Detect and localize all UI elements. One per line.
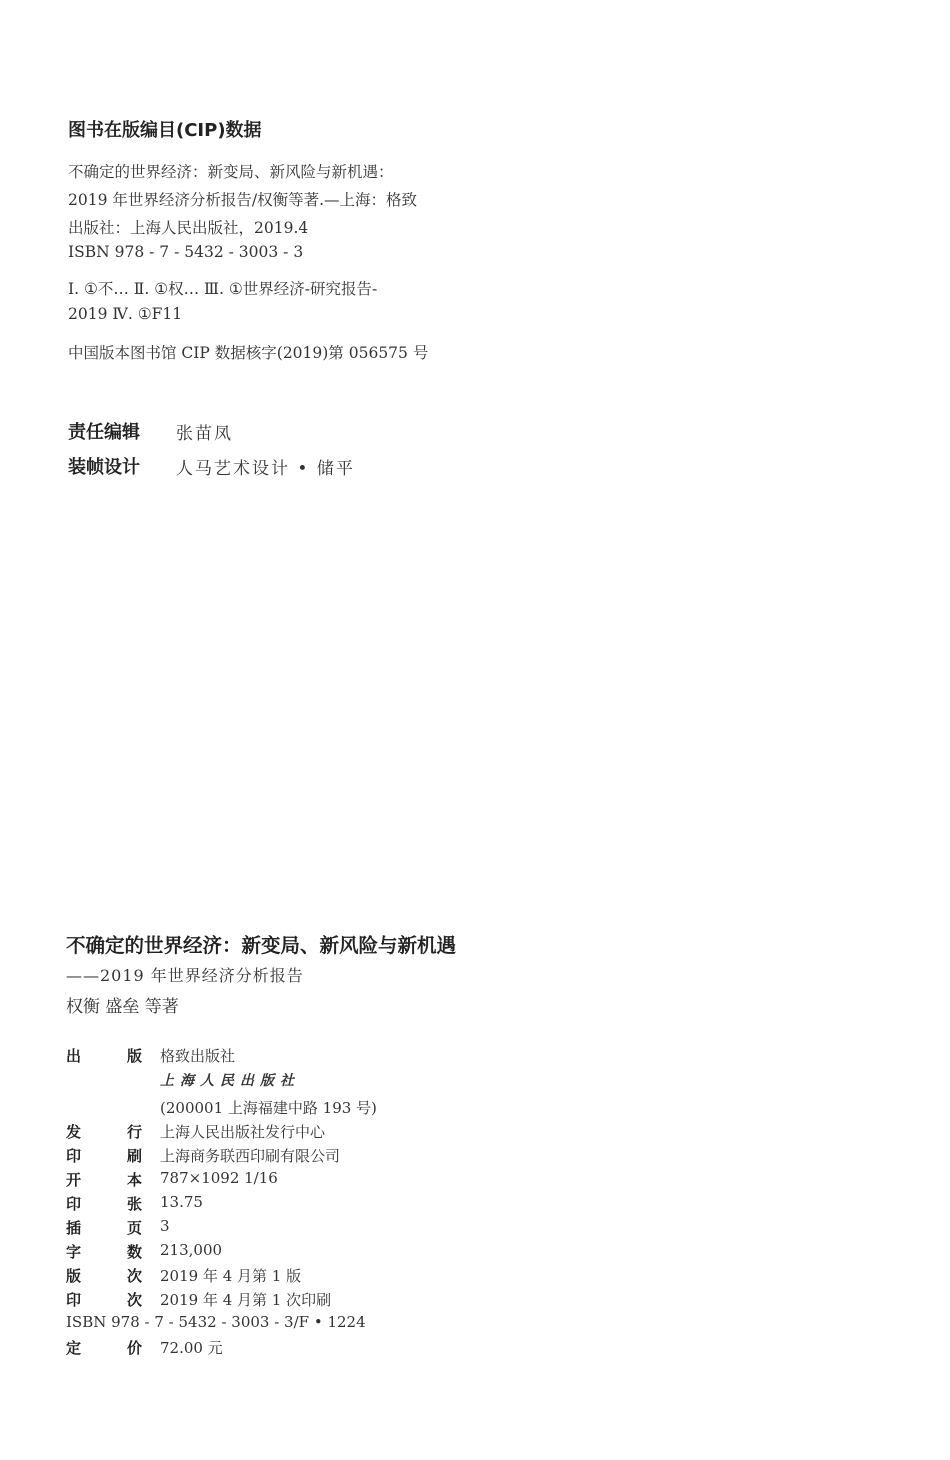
imprint-label: 印 刷: [66, 1147, 142, 1165]
imprint-isbn: ISBN 978 - 7 - 5432 - 3003 - 3/F • 1224: [66, 1313, 366, 1331]
imprint-label-price: 定 价: [66, 1339, 142, 1357]
imprint-label: 开 本: [66, 1171, 142, 1189]
imprint-label: 印 张: [66, 1195, 142, 1213]
cip-record-number: 中国版本图书馆 CIP 数据核字(2019)第 056575 号: [68, 344, 429, 362]
imprint-label: 插 页: [66, 1219, 142, 1237]
imprint-value: 2019 年 4 月第 1 次印刷: [160, 1291, 332, 1309]
cip-line: 出版社：上海人民出版社，2019.4: [68, 219, 309, 237]
editor-label: 责任编辑: [68, 422, 140, 443]
editor-value: 张苗凤: [176, 424, 233, 444]
cip-classification: 2019 Ⅳ. ①F11: [68, 305, 183, 323]
imprint-label: 版 次: [66, 1267, 142, 1285]
cip-line: 2019 年世界经济分析报告/权衡等著.—上海：格致: [68, 191, 418, 209]
imprint-value: 上海商务联西印刷有限公司: [160, 1147, 341, 1165]
design-label: 装帧设计: [68, 457, 140, 478]
imprint-value-publisher: 格致出版社: [160, 1047, 236, 1065]
cip-classification: Ⅰ. ①不… Ⅱ. ①权… Ⅲ. ①世界经济-研究报告-: [68, 280, 378, 298]
cip-isbn: ISBN 978 - 7 - 5432 - 3003 - 3: [68, 243, 304, 261]
imprint-value: 3: [160, 1217, 170, 1235]
publisher-address: (200001 上海福建中路 193 号): [160, 1099, 377, 1117]
imprint-label: 发 行: [66, 1123, 142, 1141]
book-title: 不确定的世界经济：新变局、新风险与新机遇: [66, 934, 457, 957]
publisher-logo-text: 上海人民出版社: [160, 1073, 300, 1089]
design-value: 人马艺术设计 • 储平: [176, 459, 355, 479]
imprint-value: 213,000: [160, 1241, 223, 1259]
imprint-value-price: 72.00 元: [160, 1339, 223, 1357]
imprint-label: 印 次: [66, 1291, 142, 1309]
imprint-label-publisher: 出 版: [66, 1047, 142, 1065]
imprint-label: 字 数: [66, 1243, 142, 1261]
cip-line: 不确定的世界经济：新变局、新风险与新机遇：: [68, 163, 394, 181]
cip-heading: 图书在版编目(CIP)数据: [68, 120, 262, 141]
imprint-value: 787×1092 1/16: [160, 1169, 278, 1187]
imprint-value: 上海人民出版社发行中心: [160, 1123, 326, 1141]
imprint-value: 13.75: [160, 1193, 203, 1211]
book-subtitle: ——2019 年世界经济分析报告: [66, 966, 304, 985]
imprint-value: 2019 年 4 月第 1 版: [160, 1267, 302, 1285]
book-authors: 权衡 盛垒 等著: [66, 997, 179, 1017]
